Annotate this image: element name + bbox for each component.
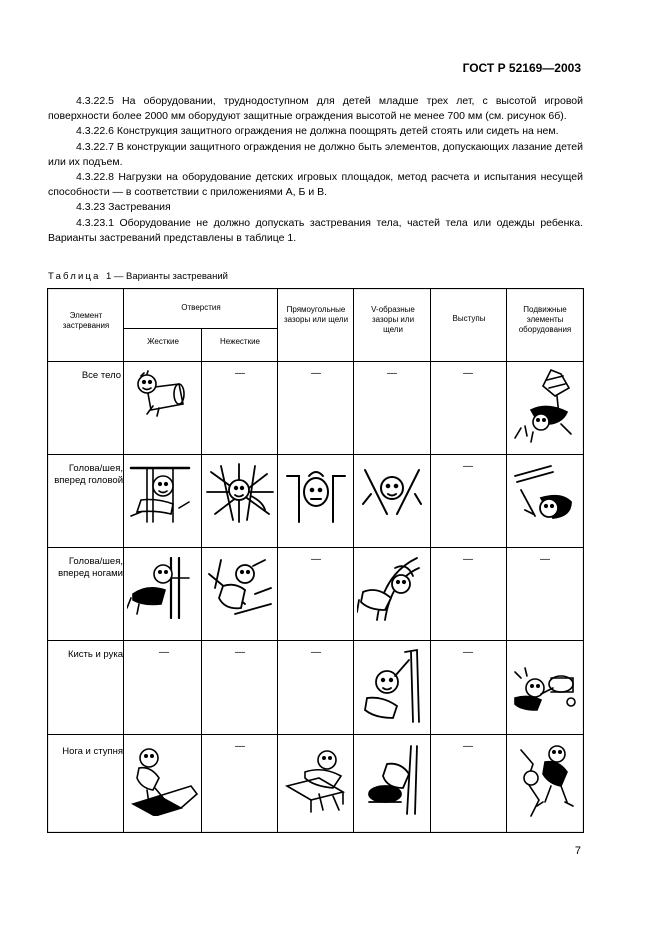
dash-cell: —	[463, 461, 473, 472]
dash-cell: —	[235, 741, 245, 752]
header-protrusions: Выступы	[452, 314, 486, 323]
dash-cell: —	[463, 368, 473, 379]
child-head-in-ladder-illustration	[127, 462, 197, 524]
header-openings: Отверстия	[181, 303, 221, 312]
dash-cell: —	[463, 647, 473, 658]
child-in-tube-illustration	[133, 370, 195, 420]
document-code: ГОСТ Р 52169—2003	[462, 61, 581, 75]
child-feet-first-v-gap-illustration	[357, 554, 427, 624]
dash-cell: —	[387, 368, 397, 379]
dash-cell: —	[159, 647, 169, 658]
header-v-gaps: V-образные зазоры или щели	[371, 305, 415, 334]
dash-cell: —	[463, 741, 473, 752]
table-caption-label: Таблица	[48, 271, 101, 282]
child-foot-in-rect-gap-illustration	[283, 744, 353, 816]
child-on-swing-illustration	[511, 366, 579, 446]
paragraph-4-3-22-8: 4.3.22.8 Нагрузки на оборудование детских игровых площадок, метод расчета и испытания несущей способности — в соответствии с приложениями А, Б и В.	[48, 171, 583, 199]
row-label-head-first: Голова/шея, вперед головой	[54, 463, 123, 486]
dash-cell: —	[311, 554, 321, 565]
dash-cell: —	[235, 368, 245, 379]
child-head-in-moving-part-illustration	[511, 462, 579, 524]
paragraph-4-3-22-7: 4.3.22.7 В конструкции защитного ограждения не должно быть элементов, допускающих лазание детей или их подъем.	[48, 140, 583, 168]
child-head-in-net-illustration	[205, 462, 275, 524]
body-text	[48, 94, 583, 246]
dash-cell: —	[463, 554, 473, 565]
row-label-hand-arm: Кисть и рука	[67, 649, 123, 660]
dash-cell: —	[235, 647, 245, 658]
child-foot-in-v-gap-illustration	[357, 744, 427, 816]
header-nonrigid: Нежесткие	[219, 337, 261, 346]
dash-cell: —	[311, 647, 321, 658]
page-number: 7	[574, 845, 581, 857]
header-moving-parts: Подвижные элементы оборудования	[518, 305, 572, 334]
dash-cell: —	[311, 368, 321, 379]
table-caption	[48, 271, 228, 282]
child-foot-in-moving-part-illustration	[511, 740, 581, 820]
child-hand-in-machine-illustration	[511, 648, 581, 714]
row-label-whole-body: Все тело	[81, 370, 121, 381]
paragraph-4-3-23-1: 4.3.23.1 Оборудование не должно допускать застревания тела, частей тела или одежды ребенка. Варианты застреваний представлены в таблице 1.	[48, 216, 583, 244]
row-label-foot-leg: Нога и ступня	[62, 746, 123, 757]
paragraph-4-3-22-6: 4.3.22.6 Конструкция защитного ограждения не должна поощрять детей стоять или сидеть на нем.	[76, 125, 559, 138]
child-arm-in-v-gap-illustration	[357, 648, 427, 724]
header-rigid: Жесткие	[147, 337, 179, 346]
section-heading-4-3-23: 4.3.23 Застревания	[76, 201, 171, 214]
header-rect-gaps: Прямоугольные зазоры или щели	[283, 305, 349, 324]
table-caption-title: 1 — Варианты застреваний	[105, 271, 228, 282]
header-element: Элемент застревания	[62, 311, 110, 330]
row-label-feet-first: Голова/шея, вперед ногами	[58, 556, 123, 579]
child-feet-first-ladder-illustration	[127, 554, 197, 620]
entrapment-table	[47, 288, 584, 833]
paragraph-4-3-22-5: 4.3.22.5 На оборудовании, труднодоступном для детей младше трех лет, с высотой игровой поверхности более 2000 мм оборудуют защитные ограждения высотой не менее 700 мм (см. рисунок 6б).	[48, 95, 583, 123]
child-feet-first-net-illustration	[205, 554, 275, 620]
child-foot-in-steps-illustration	[129, 744, 199, 816]
dash-cell: —	[540, 554, 550, 565]
child-head-in-rect-gap-illustration	[283, 464, 349, 524]
child-head-in-v-gap-illustration	[359, 464, 425, 524]
